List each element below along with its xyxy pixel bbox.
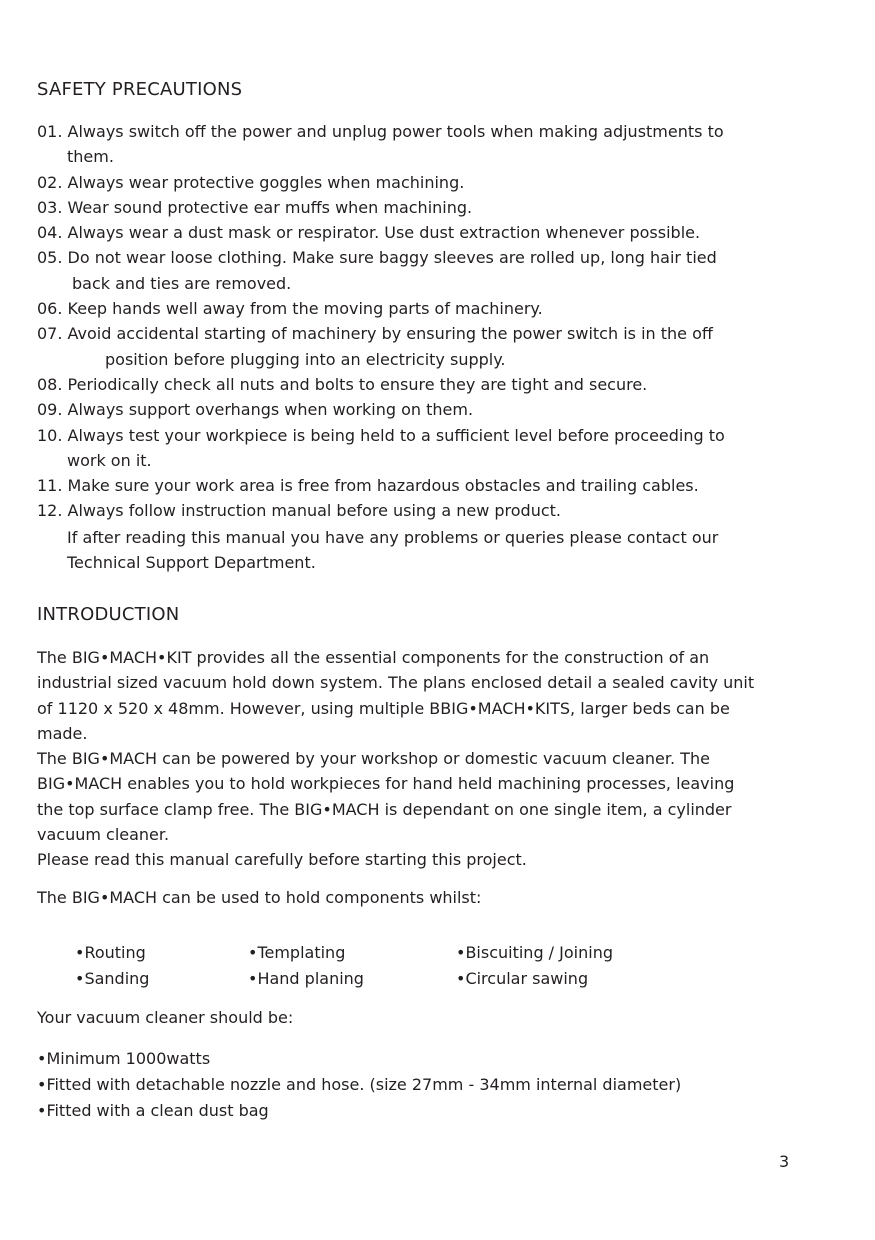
hold-components-line: The BIG•MACH can be used to hold components whilst:	[37, 888, 482, 907]
safety-item-continuation: position before plugging into an electricity supply.	[105, 349, 506, 369]
requirement-item: •Fitted with detachable nozzle and hose. (size 27mm - 34mm internal diameter)	[37, 1075, 682, 1094]
safety-item-line: 03. Wear sound protective ear muffs when machining.	[37, 197, 473, 217]
safety-item-continuation: work on it.	[67, 450, 152, 470]
intro-line: the top surface clamp free. The BIG•MACH is dependant on one single item, a cylinder	[37, 799, 732, 819]
safety-item	[37, 296, 837, 321]
support-note	[67, 525, 827, 576]
intro-line: industrial sized vacuum hold down system. The plans enclosed detail a sealed cavity unit	[37, 673, 755, 693]
safety-item	[37, 245, 837, 296]
intro-line: BIG•MACH enables you to hold workpieces for hand held machining processes, leaving	[37, 774, 735, 794]
introduction-text	[37, 645, 837, 873]
safety-item-line: 07. Avoid accidental starting of machinery by ensuring the power switch is in the off	[37, 324, 713, 344]
safety-item-line: 05. Do not wear loose clothing. Make sure baggy sleeves are rolled up, long hair tied	[37, 248, 717, 268]
safety-item-continuation: back and ties are removed.	[72, 273, 292, 293]
safety-item-line: 11. Make sure your work area is free from hazardous obstacles and trailing cables.	[37, 476, 699, 496]
page-number: 3	[779, 1152, 790, 1171]
safety-item	[37, 372, 837, 397]
intro-line: of 1120 x 520 x 48mm. However, using multiple BBIG•MACH•KITS, larger beds can be	[37, 698, 730, 718]
use-item: •Biscuiting / Joining	[456, 943, 613, 962]
safety-item-line: 10. Always test your workpiece is being held to a sufficient level before proceeding to	[37, 425, 725, 445]
vacuum-requirements-list	[37, 1046, 681, 1124]
safety-item	[37, 321, 837, 372]
use-item: •Templating	[248, 943, 346, 962]
safety-item	[37, 220, 837, 245]
use-item: •Routing	[75, 943, 146, 962]
safety-item-line: 02. Always wear protective goggles when machining.	[37, 172, 465, 192]
safety-item	[37, 498, 837, 523]
safety-item	[37, 170, 837, 195]
intro-line: Please read this manual carefully before starting this project.	[37, 850, 527, 870]
safety-item	[37, 119, 837, 170]
safety-item-line: 04. Always wear a dust mask or respirator. Use dust extraction whenever possible.	[37, 223, 701, 243]
intro-line: The BIG•MACH•KIT provides all the essential components for the construction of an	[37, 648, 710, 667]
safety-item-line: 09. Always support overhangs when working on them.	[37, 400, 474, 420]
intro-line: vacuum cleaner.	[37, 825, 170, 845]
safety-item-line: 12. Always follow instruction manual before using a new product.	[37, 501, 561, 521]
safety-precautions-list	[37, 119, 837, 524]
use-item: •Sanding	[75, 968, 150, 988]
requirement-item: •Minimum 1000watts	[37, 1049, 211, 1068]
support-note-line: If after reading this manual you have any problems or queries please contact our	[67, 528, 719, 547]
safety-item-line: 08. Periodically check all nuts and bolts to ensure they are tight and secure.	[37, 374, 648, 394]
use-item: •Circular sawing	[456, 968, 589, 988]
safety-item-line: 06. Keep hands well away from the moving parts of machinery.	[37, 299, 543, 319]
machining-uses-grid	[75, 940, 695, 991]
introduction-heading: INTRODUCTION	[37, 604, 180, 625]
use-item: •Hand planing	[248, 968, 364, 988]
safety-item	[37, 423, 837, 474]
intro-line: The BIG•MACH can be powered by your workshop or domestic vacuum cleaner. The	[37, 749, 710, 769]
safety-item-line: 01. Always switch off the power and unplug power tools when making adjustments to	[37, 122, 724, 141]
safety-item	[37, 397, 837, 422]
vacuum-requirements-intro: Your vacuum cleaner should be:	[37, 1008, 294, 1027]
safety-item	[37, 195, 837, 220]
requirement-item: •Fitted with a clean dust bag	[37, 1101, 269, 1120]
safety-heading: SAFETY PRECAUTIONS	[37, 79, 243, 100]
support-note-line: Technical Support Department.	[67, 553, 316, 573]
safety-item-continuation: them.	[67, 147, 114, 167]
safety-item	[37, 473, 837, 498]
intro-line: made.	[37, 723, 88, 743]
